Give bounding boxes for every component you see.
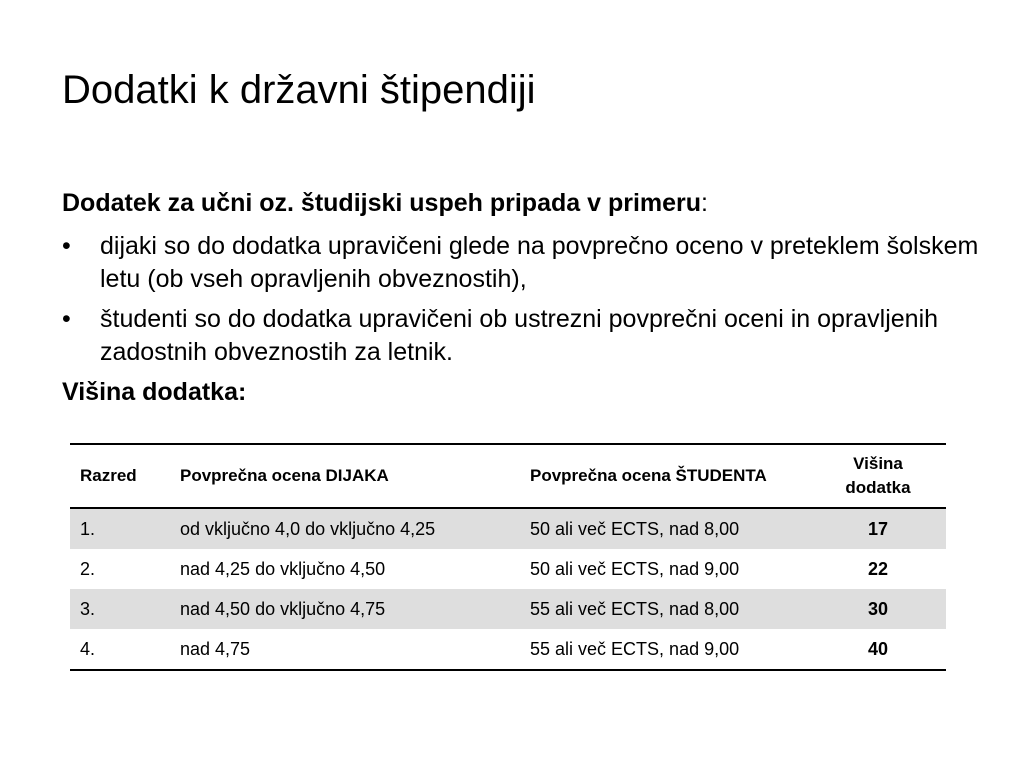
- header-student-average: Povprečna ocena ŠTUDENTA: [520, 444, 810, 508]
- bullet-marker: •: [62, 232, 71, 260]
- header-amount: Višina dodatka: [810, 444, 946, 508]
- cell-student-average: 50 ali več ECTS, nad 8,00: [520, 508, 810, 549]
- table-header-row: [70, 444, 946, 508]
- intro-colon: :: [701, 189, 708, 217]
- bullet-marker: •: [62, 305, 71, 333]
- cell-pupil-average: od vključno 4,0 do vključno 4,25: [170, 508, 520, 549]
- cell-amount: 30: [810, 589, 946, 629]
- bullet-text: dijaki so do dodatka upravičeni glede na povprečno oceno v preteklem šolskem letu (ob vseh opravljenih obveznostih),: [100, 232, 979, 293]
- header-pupil-average: Povprečna ocena DIJAKA: [170, 444, 520, 508]
- slide-title: Dodatki k državni štipendiji: [62, 68, 536, 112]
- cell-student-average: 55 ali več ECTS, nad 8,00: [520, 589, 810, 629]
- cell-grade: 4.: [70, 629, 170, 670]
- cell-pupil-average: nad 4,25 do vključno 4,50: [180, 558, 386, 579]
- intro-paragraph: [62, 187, 982, 220]
- allowance-table: [70, 443, 946, 671]
- slide-body: [62, 187, 982, 409]
- allowance-table-wrapper: [70, 443, 946, 671]
- bullet-text: študenti so do dodatka upravičeni ob ustrezni povprečni oceni in opravljenih zadostnih obveznostih za letnik.: [100, 305, 939, 366]
- cell-grade: 1.: [70, 508, 170, 549]
- cell-amount: 40: [810, 629, 946, 670]
- cell-pupil-average: nad 4,75: [170, 629, 520, 670]
- cell-amount: 22: [867, 558, 889, 579]
- subheading: Višina dodatka:: [62, 378, 247, 406]
- bullet-item: [62, 230, 982, 296]
- cell-student-average: 50 ali več ECTS, nad 9,00: [530, 558, 740, 579]
- table-row: [70, 508, 946, 549]
- table-row: [70, 629, 946, 670]
- table-row: [70, 589, 946, 629]
- cell-grade: 3.: [70, 589, 170, 629]
- table-row: [70, 549, 946, 589]
- cell-pupil-average: nad 4,50 do vključno 4,75: [170, 589, 520, 629]
- bullet-item: [62, 303, 982, 369]
- header-grade: Razred: [70, 444, 170, 508]
- cell-grade: 2.: [80, 558, 96, 579]
- cell-student-average: 55 ali več ECTS, nad 9,00: [520, 629, 810, 670]
- intro-bold-text: Dodatek za učni oz. študijski uspeh pripada v primeru: [62, 189, 702, 217]
- cell-amount: 17: [810, 508, 946, 549]
- bullet-list: [62, 230, 982, 369]
